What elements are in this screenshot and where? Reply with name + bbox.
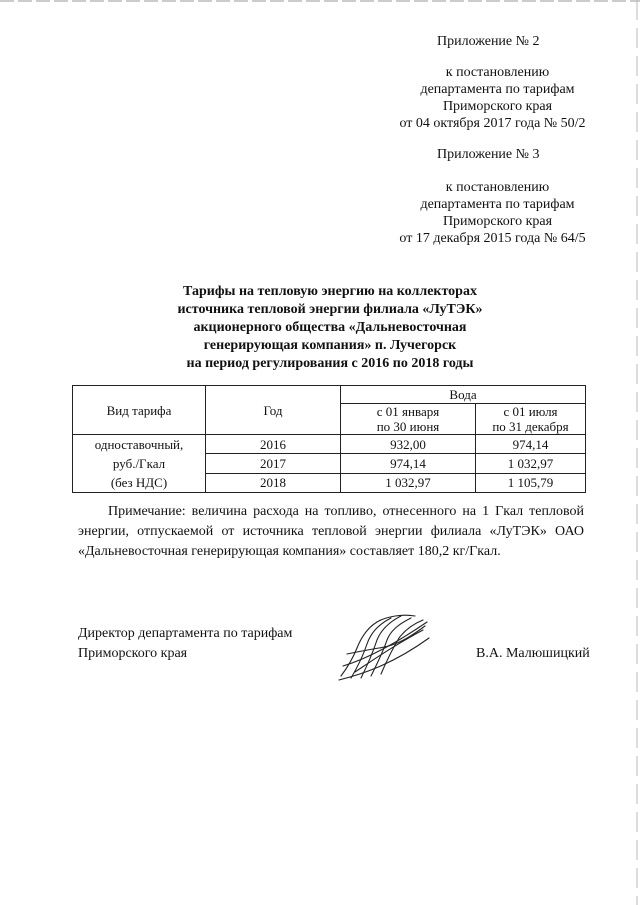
- tariff-table: [72, 385, 586, 493]
- signatory-name: В.А. Малюшицкий: [476, 646, 590, 661]
- header-second-half-line1: с 01 июля: [503, 404, 558, 419]
- handwritten-signature: [333, 608, 433, 686]
- note-text: Примечание: величина расхода на топливо, отнесенного на 1 Гкал тепловой энергии, отпускаемой от источника тепловой энергии филиала «ЛуТЭК» ОАО «Дальневосточная генерирующая компания» составляет 180,2 кг/Гкал.: [78, 504, 584, 559]
- first-half-value: 974,14: [341, 454, 476, 473]
- appendix-3-line3: Приморского края: [442, 214, 553, 229]
- appendix-3-line2: департамента по тарифам: [420, 197, 575, 212]
- year-cell: 2016: [206, 435, 341, 454]
- appendix-2-line4: от 04 октября 2017 года № 50/2: [399, 116, 586, 131]
- table-header-row-1: [73, 386, 586, 404]
- heading-line-4: генерирующая компания» п. Лучегорск: [203, 338, 457, 353]
- year-cell: 2017: [206, 454, 341, 473]
- header-year: Год: [206, 386, 341, 435]
- header-water: Вода: [341, 386, 586, 404]
- heading-line-1: Тарифы на тепловую энергию на коллекторах: [183, 284, 477, 299]
- appendix-3-line1: к постановлению: [445, 180, 550, 195]
- appendix-2-line3: Приморского края: [442, 99, 553, 114]
- header-second-half-line2: по 31 декабря: [492, 419, 569, 434]
- appendix-2-line2: департамента по тарифам: [420, 82, 575, 97]
- position-line-2: Приморского края: [78, 646, 188, 661]
- appendix-2-title: Приложение № 2: [437, 34, 540, 49]
- header-tariff-type: Вид тарифа: [73, 386, 206, 435]
- appendix-3-line4: от 17 декабря 2015 года № 64/5: [399, 231, 586, 246]
- heading-line-3: акционерного общества «Дальневосточная: [193, 320, 467, 335]
- tariff-type-line1: одноставочный,: [94, 437, 184, 452]
- header-first-half: [341, 404, 476, 435]
- tariff-type-line2: руб./Гкал: [112, 456, 166, 471]
- appendix-3-title: Приложение № 3: [437, 147, 540, 162]
- heading-line-2: источника тепловой энергии филиала «ЛуТЭК»: [177, 302, 483, 317]
- note-paragraph: [78, 502, 584, 562]
- first-half-value: 1 032,97: [341, 473, 476, 492]
- scan-right-border: [636, 0, 638, 905]
- tariff-type-cell: [73, 435, 206, 493]
- second-half-value: 974,14: [476, 435, 586, 454]
- header-second-half: [476, 404, 586, 435]
- signatory-position: [78, 624, 292, 664]
- scan-top-border: [0, 0, 640, 2]
- first-half-value: 932,00: [341, 435, 476, 454]
- header-first-half-line2: по 30 июня: [376, 419, 440, 434]
- tariff-type-line3: (без НДС): [110, 475, 168, 490]
- heading-line-5: на период регулирования с 2016 по 2018 годы: [186, 356, 474, 371]
- second-half-value: 1 105,79: [476, 473, 586, 492]
- second-half-value: 1 032,97: [476, 454, 586, 473]
- table-row: [73, 435, 586, 454]
- appendix-2-line1: к постановлению: [445, 65, 550, 80]
- year-cell: 2018: [206, 473, 341, 492]
- header-first-half-line1: с 01 января: [376, 404, 440, 419]
- position-line-1: Директор департамента по тарифам: [78, 626, 293, 641]
